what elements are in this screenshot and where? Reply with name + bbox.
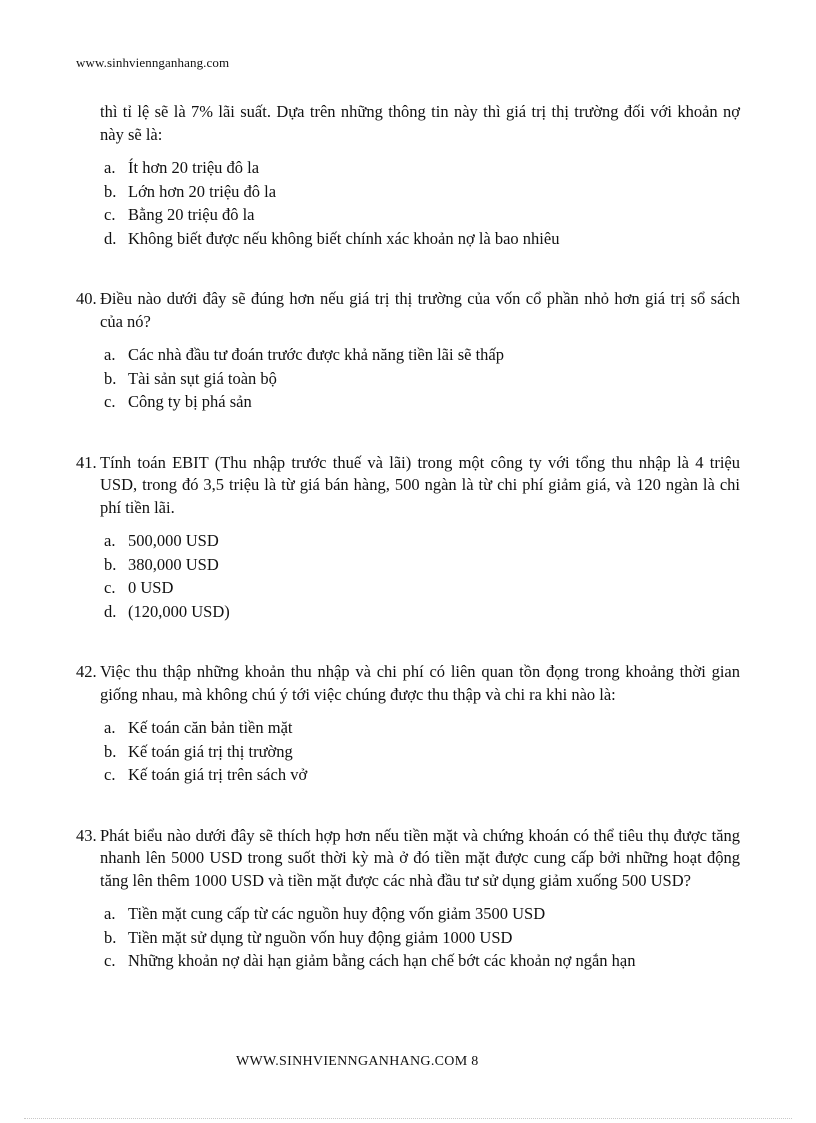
option-letter: b.: [104, 741, 117, 761]
option-text: Bằng 20 triệu đô la: [128, 205, 255, 224]
option-letter: c.: [104, 578, 116, 597]
option-letter: d.: [104, 228, 117, 248]
question-42: [76, 661, 740, 787]
question-number: 40.: [76, 289, 97, 308]
continuation-text: thì tỉ lệ sẽ là 7% lãi suất. Dựa trên những thông tin này thì giá trị thị trường đối với khoản nợ này sẽ là:: [100, 102, 740, 144]
option-item: [104, 343, 740, 367]
page-number: 8: [471, 1054, 479, 1069]
option-text: Tài sản sụt giá toàn bộ: [128, 368, 277, 388]
option-item: [104, 763, 740, 787]
option-text: (120,000 USD): [128, 601, 230, 621]
option-letter: b.: [104, 181, 117, 201]
question-options: [76, 902, 740, 973]
option-item: [104, 716, 740, 740]
option-text: Kế toán giá trị thị trường: [128, 741, 293, 761]
question-text: Điều nào dưới đây sẽ đúng hơn nếu giá trị thị trường của vốn cổ phần nhỏ hơn giá trị sổ sách của nó?: [100, 289, 740, 331]
question-options: [76, 529, 740, 623]
document-body: [76, 101, 740, 973]
option-text: Tiền mặt cung cấp từ các nguồn huy động vốn giảm 3500 USD: [128, 904, 546, 923]
option-letter: a.: [104, 345, 116, 364]
option-text: 500,000 USD: [128, 531, 219, 550]
option-item: [104, 926, 740, 950]
option-text: Không biết được nếu không biết chính xác khoản nợ là bao nhiêu: [128, 228, 560, 248]
option-item: [104, 180, 740, 204]
option-text: Tiền mặt sử dụng từ nguồn vốn huy động giảm 1000 USD: [128, 927, 513, 947]
option-item: [104, 902, 740, 926]
option-letter: b.: [104, 927, 117, 947]
option-text: Kế toán giá trị trên sách vở: [128, 765, 308, 784]
option-text: 0 USD: [128, 578, 174, 597]
question-43: [76, 825, 740, 973]
question-number: 43.: [76, 825, 97, 845]
option-item: [104, 390, 740, 414]
continuation-options: [76, 156, 740, 250]
question-41: [76, 452, 740, 624]
question-number: 41.: [76, 452, 97, 472]
option-letter: d.: [104, 601, 117, 621]
option-item: [104, 529, 740, 553]
option-text: 380,000 USD: [128, 554, 219, 574]
question-40: [76, 288, 740, 414]
option-item: [104, 740, 740, 764]
page-bottom-rule: [24, 1118, 792, 1119]
option-text: Ít hơn 20 triệu đô la: [128, 158, 260, 177]
option-item: [104, 227, 740, 251]
option-item: [104, 576, 740, 600]
option-letter: c.: [104, 392, 116, 411]
header-url: www.sinhviennganhang.com: [76, 55, 230, 70]
option-letter: a.: [104, 158, 116, 177]
option-letter: c.: [104, 951, 116, 970]
option-text: Công ty bị phá sản: [128, 392, 252, 411]
option-item: [104, 203, 740, 227]
option-item: [104, 600, 740, 624]
option-item: [104, 367, 740, 391]
option-text: Các nhà đầu tư đoán trước được khả năng tiền lãi sẽ thấp: [128, 345, 504, 364]
question-text: Việc thu thập những khoản thu nhập và chi phí có liên quan tồn đọng trong khoảng thời gian giống nhau, mà không chú ý tới việc chúng được thu thập và chi ra khi nào là:: [100, 662, 740, 704]
option-letter: a.: [104, 531, 116, 550]
question-options: [76, 716, 740, 787]
option-letter: b.: [104, 368, 117, 388]
page-footer: [236, 1054, 479, 1070]
option-item: [104, 949, 740, 973]
option-letter: a.: [104, 718, 116, 737]
question-number: 42.: [76, 662, 97, 681]
option-text: Những khoản nợ dài hạn giảm bằng cách hạn chế bớt các khoản nợ ngắn hạn: [128, 951, 636, 970]
question-options: [76, 343, 740, 414]
question-continuation: [76, 101, 740, 250]
option-letter: c.: [104, 765, 116, 784]
option-item: [104, 156, 740, 180]
option-item: [104, 553, 740, 577]
footer-site: WWW.SINHVIENNGANHANG.COM: [236, 1054, 468, 1069]
question-text: Tính toán EBIT (Thu nhập trước thuế và lãi) trong một công ty với tổng thu nhập là 4 triệu USD, trong đó 3,5 triệu là từ giá bán hàng, 500 ngàn là từ chi phí giảm giá, và 120 ngàn là chi phí tiền lãi.: [100, 452, 740, 517]
option-letter: b.: [104, 554, 117, 574]
question-text: Phát biểu nào dưới đây sẽ thích hợp hơn nếu tiền mặt và chứng khoán có thể tiêu thụ được tăng nhanh lên 5000 USD trong suốt thời kỳ mà ở đó tiền mặt được cung cấp bởi những hoạt động tăng lên thêm 1000 USD và tiền mặt được các nhà đầu tư sử dụng giảm xuống 500 USD?: [100, 825, 740, 890]
option-text: Lớn hơn 20 triệu đô la: [128, 181, 277, 201]
option-letter: c.: [104, 205, 116, 224]
option-text: Kế toán căn bản tiền mặt: [128, 718, 293, 737]
option-letter: a.: [104, 904, 116, 923]
